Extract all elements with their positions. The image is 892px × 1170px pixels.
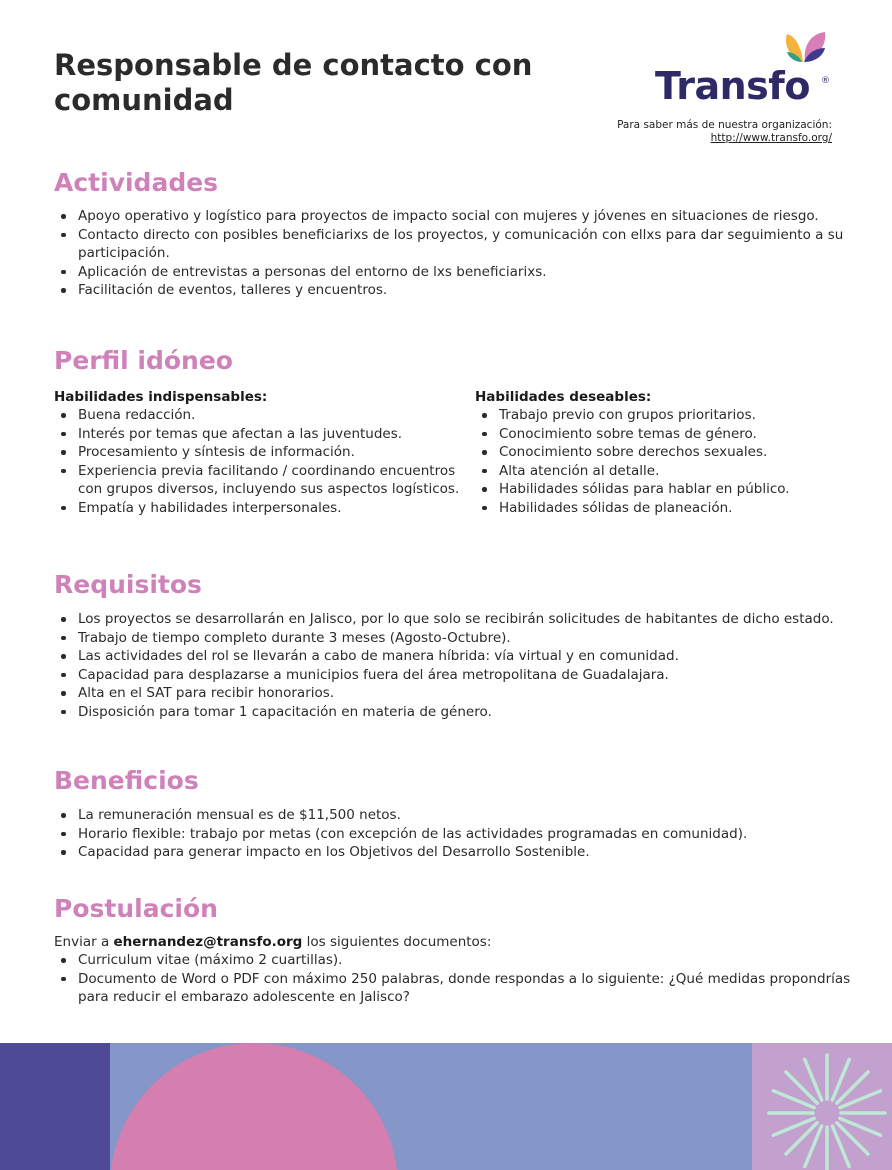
list-item: Curriculum vitae (máximo 2 cuartillas). — [78, 951, 856, 970]
list-item: Interés por temas que afectan a las juventudes. — [78, 425, 464, 444]
indispensables-list — [54, 406, 464, 517]
footer-decoration — [0, 1043, 892, 1170]
list-item: Procesamiento y síntesis de información. — [78, 443, 464, 462]
logo-registered-mark: ® — [821, 76, 830, 86]
transfo-logo — [655, 28, 835, 108]
list-item: Horario flexible: trabajo por metas (con excepción de las actividades programadas en comunidad). — [78, 825, 856, 844]
deseables-list — [475, 406, 869, 517]
list-item: Aplicación de entrevistas a personas del entorno de lxs beneficiarixs. — [78, 263, 856, 282]
butterfly-icon — [781, 28, 829, 68]
indispensables-title: Habilidades indispensables: — [54, 389, 268, 405]
section-heading-requisitos: Requisitos — [54, 570, 202, 599]
list-item: Las actividades del rol se llevarán a cabo de manera híbrida: vía virtual y en comunidad. — [78, 647, 856, 666]
list-item: Alta atención al detalle. — [499, 462, 869, 481]
actividades-list — [54, 207, 856, 300]
list-item: Conocimiento sobre derechos sexuales. — [499, 443, 869, 462]
beneficios-list — [54, 806, 856, 862]
page-title: Responsable de contacto con comunidad — [54, 48, 533, 117]
deseables-title: Habilidades deseables: — [475, 389, 652, 405]
organization-info-text: Para saber más de nuestra organización: — [617, 119, 832, 131]
list-item: Alta en el SAT para recibir honorarios. — [78, 684, 856, 703]
organization-info — [617, 119, 832, 145]
footer-block-left — [0, 1043, 110, 1170]
section-heading-actividades: Actividades — [54, 168, 219, 197]
list-item: La remuneración mensual es de $11,500 netos. — [78, 806, 856, 825]
postulacion-intro — [54, 933, 832, 952]
contact-email[interactable]: ehernandez@transfo.org — [113, 934, 303, 950]
list-item: Conocimiento sobre temas de género. — [499, 425, 869, 444]
list-item: Habilidades sólidas para hablar en público. — [499, 480, 869, 499]
list-item: Buena redacción. — [78, 406, 464, 425]
organization-link[interactable]: http://www.transfo.org/ — [710, 132, 832, 144]
list-item: Capacidad para generar impacto en los Objetivos del Desarrollo Sostenible. — [78, 843, 856, 862]
logo-text: Transfo — [655, 64, 810, 108]
section-heading-postulacion: Postulación — [54, 894, 218, 923]
list-item: Empatía y habilidades interpersonales. — [78, 499, 464, 518]
postulacion-intro-after: los siguientes documentos: — [306, 934, 492, 950]
requisitos-list — [54, 610, 856, 721]
postulacion-intro-before: Enviar a — [54, 934, 110, 950]
list-item: Experiencia previa facilitando / coordinando encuentros con grupos diversos, incluyendo sus aspectos logísticos. — [78, 462, 464, 499]
list-item: Habilidades sólidas de planeación. — [499, 499, 869, 518]
list-item: Capacidad para desplazarse a municipios fuera del área metropolitana de Guadalajara. — [78, 666, 856, 685]
list-item: Contacto directo con posibles beneficiarixs de los proyectos, y comunicación con ellxs para dar seguimiento a su participación. — [78, 226, 856, 263]
list-item: Trabajo de tiempo completo durante 3 meses (Agosto-Octubre). — [78, 629, 856, 648]
list-item: Trabajo previo con grupos prioritarios. — [499, 406, 869, 425]
sunburst-icon — [762, 1048, 892, 1170]
list-item: Disposición para tomar 1 capacitación en materia de género. — [78, 703, 856, 722]
list-item: Apoyo operativo y logístico para proyectos de impacto social con mujeres y jóvenes en situaciones de riesgo. — [78, 207, 856, 226]
list-item: Facilitación de eventos, talleres y encuentros. — [78, 281, 856, 300]
list-item: Los proyectos se desarrollarán en Jalisco, por lo que solo se recibirán solicitudes de habitantes de dicho estado. — [78, 610, 856, 629]
list-item: Documento de Word o PDF con máximo 250 palabras, donde respondas a lo siguiente: ¿Qué medidas propondrías para reducir el embarazo adolescente en Jalisco? — [78, 970, 856, 1007]
section-heading-perfil: Perfil idóneo — [54, 346, 233, 375]
postulacion-list — [54, 951, 856, 1007]
section-heading-beneficios: Beneficios — [54, 766, 199, 795]
